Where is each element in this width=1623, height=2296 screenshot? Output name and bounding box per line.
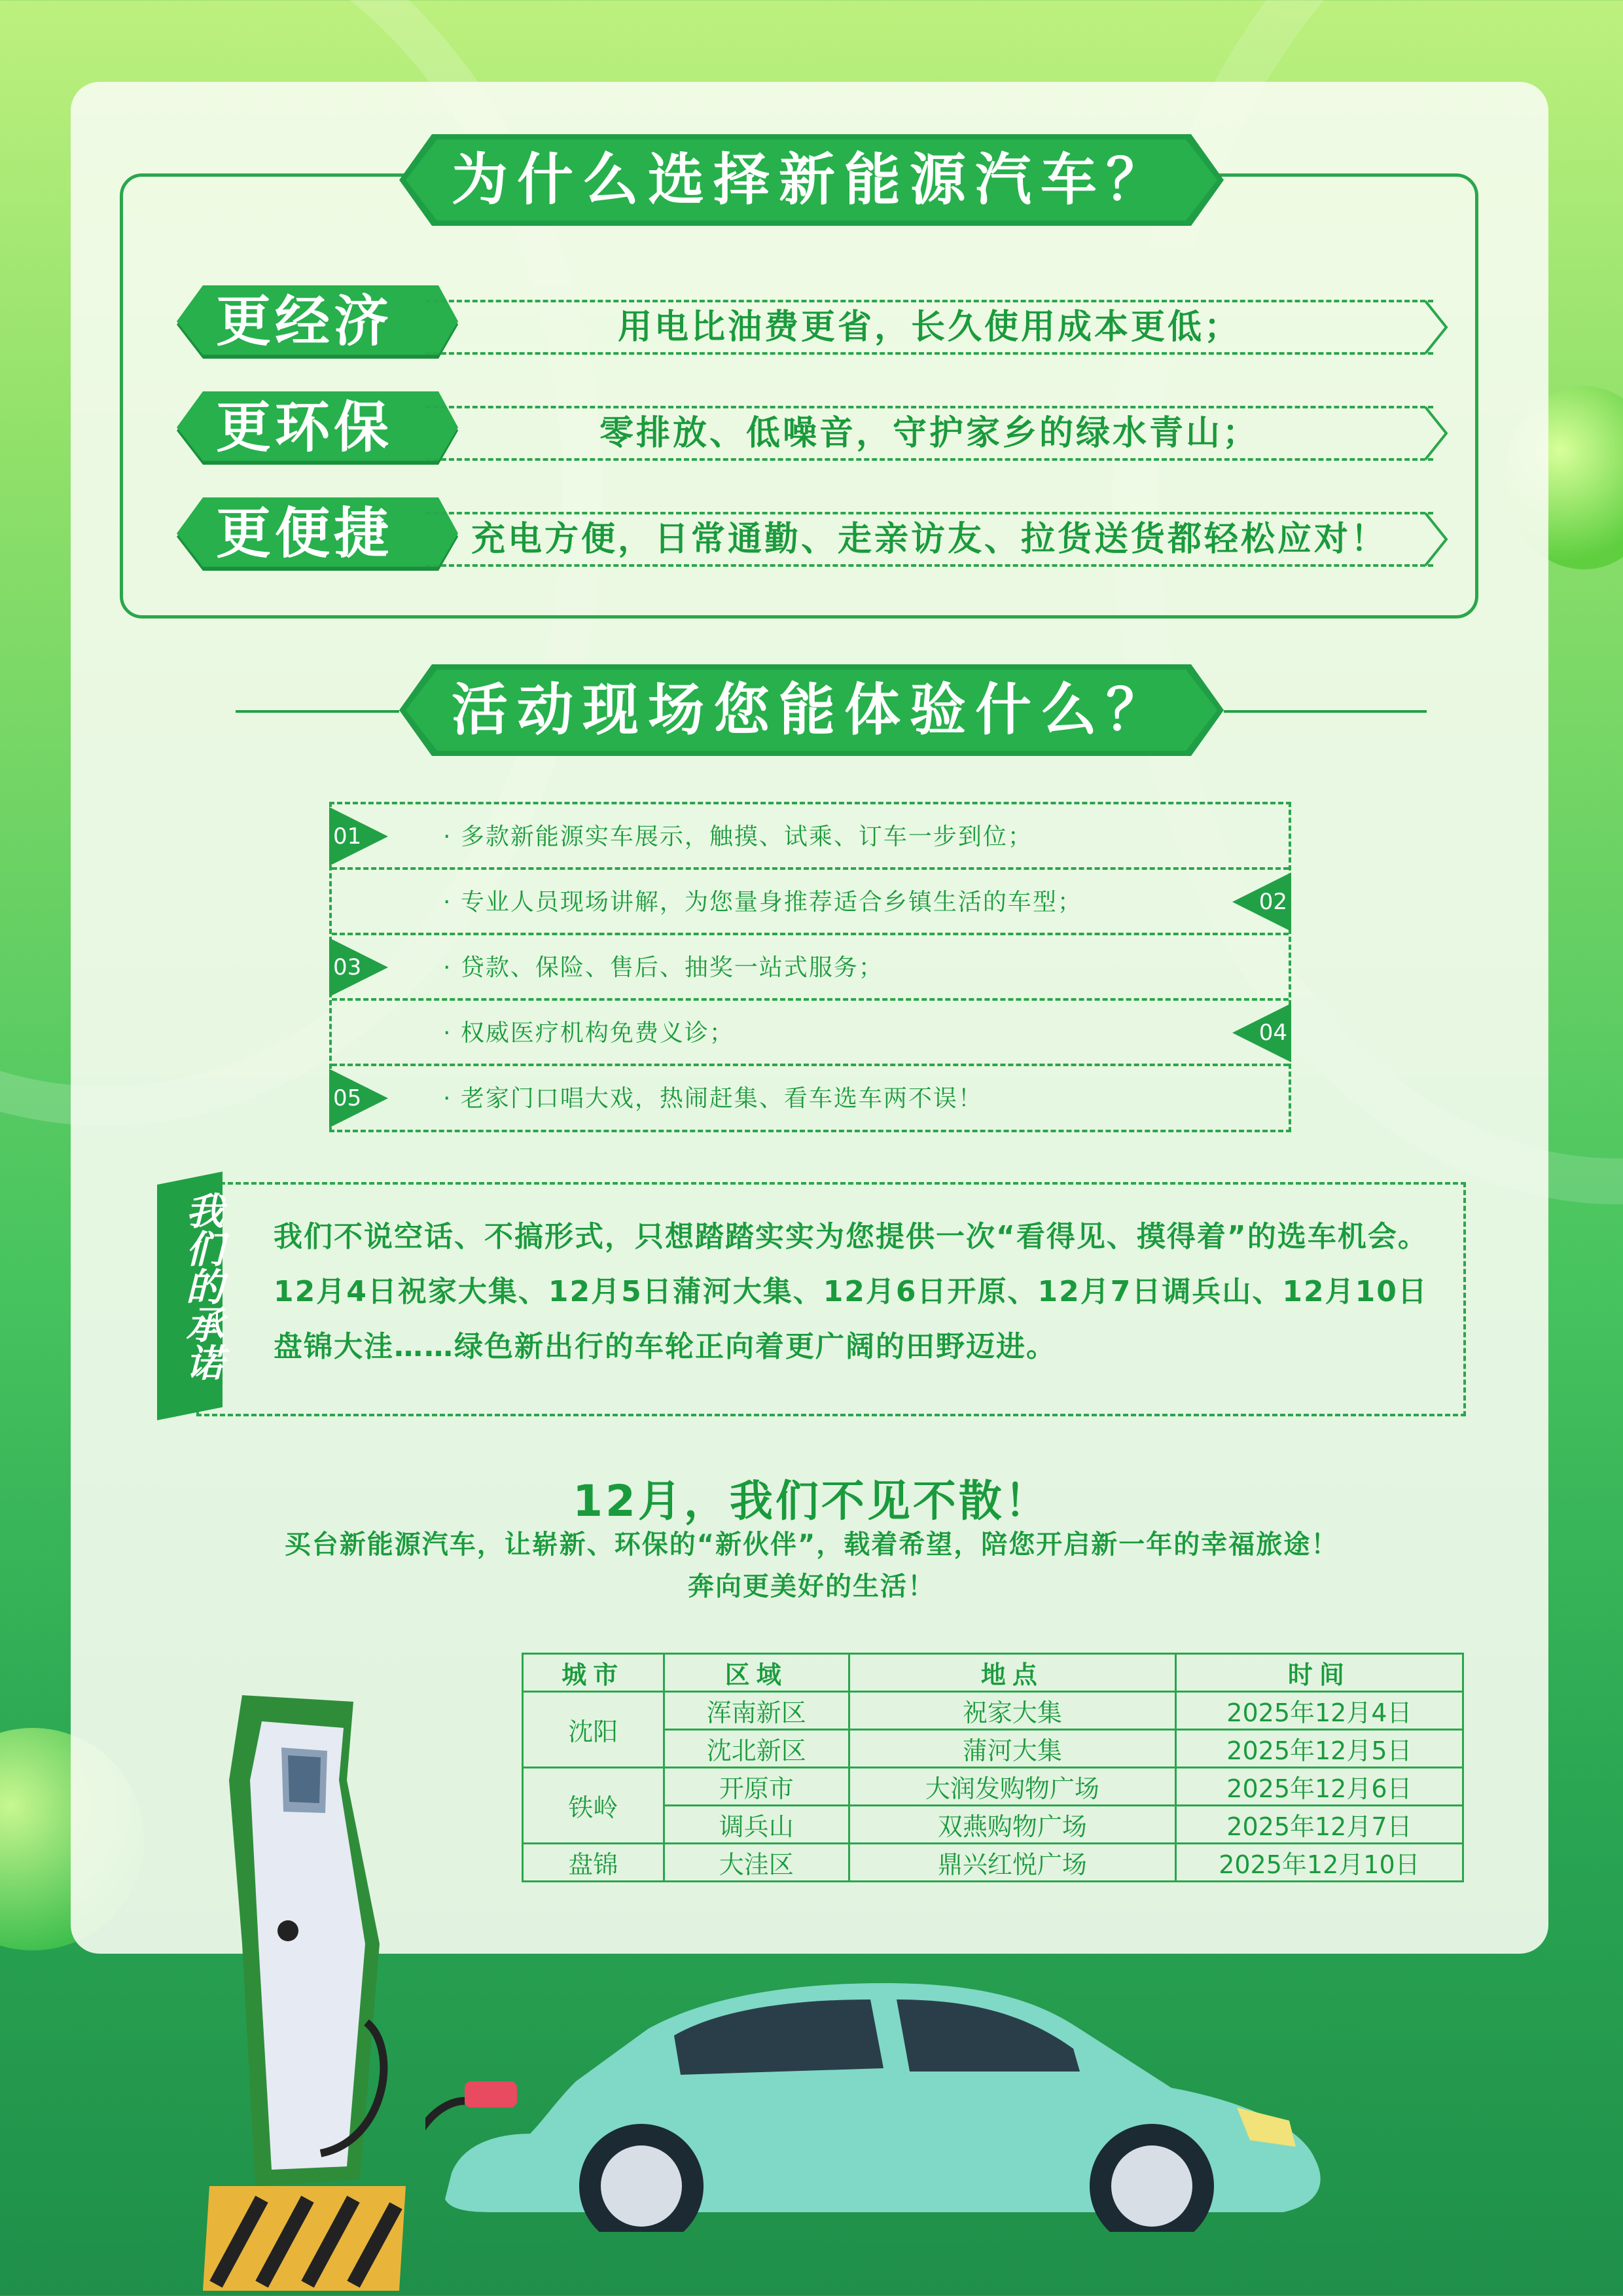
activity-item: · 多款新能源实车展示，触摸、试乘、订车一步到位； (332, 804, 1289, 870)
chevron-right-icon (1423, 406, 1449, 461)
benefit-tag: 更经济 (177, 285, 465, 370)
table-row (523, 1730, 1463, 1768)
time-cell: 2025年12月6日 (1175, 1768, 1463, 1806)
divider-right (1224, 710, 1427, 713)
time-cell: 2025年12月10日 (1175, 1844, 1463, 1882)
section1-banner (373, 121, 1250, 239)
number-tag: 02 (1232, 872, 1291, 931)
schedule-table (522, 1653, 1464, 1882)
place-cell: 蒲河大集 (849, 1730, 1175, 1768)
section2-title: 活动现场您能体验什么？ (452, 677, 1171, 743)
table-row (523, 1844, 1463, 1882)
activity-list (329, 802, 1291, 1132)
benefit-row (177, 395, 1446, 466)
activity-item: · 权威医疗机构免费义诊； (332, 1001, 1289, 1066)
number-tag: 04 (1232, 1003, 1291, 1062)
city-cell: 沈阳 (523, 1692, 664, 1768)
number-tag: 03 (329, 938, 388, 997)
table-row (523, 1692, 1463, 1730)
place-cell: 大润发购物广场 (849, 1768, 1175, 1806)
charging-station-illustration (190, 1682, 425, 2291)
benefit-row (177, 501, 1446, 572)
benefit-text: 充电方便，日常通勤、走亲访友、拉货送货都轻松应对！ (425, 512, 1433, 567)
car-illustration (425, 1937, 1342, 2232)
activity-item: · 专业人员现场讲解，为您量身推荐适合乡镇生活的车型； (332, 870, 1289, 935)
time-cell: 2025年12月5日 (1175, 1730, 1463, 1768)
activity-item: · 贷款、保险、售后、抽奖一站式服务； (332, 935, 1289, 1001)
promise-text: 我们不说空话、不搞形式，只想踏踏实实为您提供一次“看得见、摸得着”的选车机会。12月4日祝家大集、12月5日蒲河大集、12月6日开原、12月7日调兵山、12月10日盘锦大洼……绿色新出行的车轮正向着更广阔的田野迈进。 (274, 1220, 1428, 1363)
section1-title: 为什么选择新能源汽车？ (452, 147, 1171, 213)
benefit-row (177, 289, 1446, 360)
section2-banner (373, 651, 1250, 769)
benefit-text: 用电比油费更省，长久使用成本更低； (425, 300, 1433, 355)
slogan-line: 奔向更美好的生活！ (688, 1571, 935, 1602)
area-cell: 沈北新区 (664, 1730, 849, 1768)
benefit-tag: 更环保 (177, 391, 465, 476)
slogan-headline: 12月，我们不见不散！ (573, 1476, 1050, 1526)
area-cell: 浑南新区 (664, 1692, 849, 1730)
place-cell: 祝家大集 (849, 1692, 1175, 1730)
time-cell: 2025年12月7日 (1175, 1806, 1463, 1844)
number-tag: 05 (329, 1069, 388, 1128)
area-cell: 开原市 (664, 1768, 849, 1806)
col-header-area: 区域 (664, 1654, 849, 1692)
table-row (523, 1768, 1463, 1806)
col-header-time: 时间 (1175, 1654, 1463, 1692)
table-row (523, 1806, 1463, 1844)
place-cell: 双燕购物广场 (849, 1806, 1175, 1844)
slogan-line: 买台新能源汽车，让崭新、环保的“新伙伴”，载着希望，陪您开启新一年的幸福旅途！ (284, 1530, 1339, 1560)
benefit-text: 零排放、低噪音，守护家乡的绿水青山； (425, 406, 1433, 461)
col-header-city: 城市 (523, 1654, 664, 1692)
time-cell: 2025年12月4日 (1175, 1692, 1463, 1730)
activity-item: · 老家门口唱大戏，热闹赶集、看车选车两不误！ (443, 1085, 983, 1112)
city-cell: 盘锦 (523, 1844, 664, 1882)
chevron-right-icon (1423, 300, 1449, 355)
benefit-tag: 更便捷 (177, 497, 465, 583)
col-header-place: 地点 (849, 1654, 1175, 1692)
promise-tag: 我们的承诺 (157, 1172, 223, 1420)
chevron-right-icon (1423, 512, 1449, 567)
place-cell: 鼎兴红悦广场 (849, 1844, 1175, 1882)
area-cell: 大洼区 (664, 1844, 849, 1882)
area-cell: 调兵山 (664, 1806, 849, 1844)
city-cell: 铁岭 (523, 1768, 664, 1844)
number-tag: 01 (329, 807, 388, 866)
table-header-row (523, 1654, 1463, 1692)
